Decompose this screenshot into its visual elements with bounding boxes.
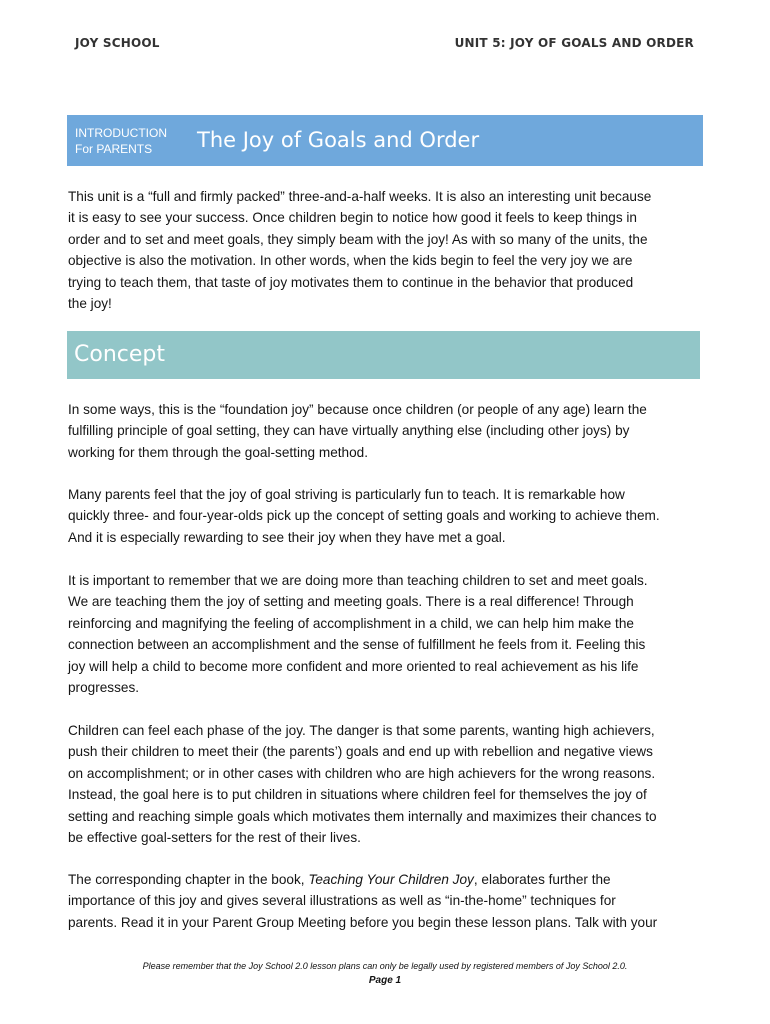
paragraph-line: importance of this joy and gives several illustrations as well as “in-the-home” techniques for	[68, 893, 616, 909]
header-unit-title: UNIT 5: JOY OF GOALS AND ORDER	[454, 36, 694, 50]
intro-line: it is easy to see your success. Once children begin to notice how good it feels to keep things in	[68, 210, 637, 226]
paragraph-line: It is important to remember that we are doing more than teaching children to set and meet goals.	[68, 573, 648, 588]
paragraph-line: on accomplishment; or in other cases with children who are high achievers for the wrong reasons.	[68, 765, 656, 781]
paragraph-line: connection between an accomplishment and the sense of fulfillment he feels from it. Feeling this	[68, 637, 646, 653]
paragraph-line: Many parents feel that the joy of goal striving is particularly fun to teach. It is remarkable how	[68, 487, 625, 502]
concept-title: Concept	[74, 342, 165, 367]
concept-paragraph-1	[68, 399, 708, 463]
paragraph-line: In some ways, this is the “foundation joy” because once children (or people of any age) learn the	[68, 402, 647, 417]
intro-label-line1: INTRODUCTION	[75, 126, 167, 140]
concept-paragraph-3	[68, 570, 708, 698]
paragraph-line: quickly three- and four-year-olds pick up the concept of setting goals and working to achieve them.	[68, 508, 660, 524]
intro-line: order and to set and meet goals, they simply beam with the joy! As with so many of the units, the	[68, 231, 648, 247]
paragraph-line: And it is especially rewarding to see their joy when they have met a goal.	[68, 529, 506, 545]
intro-banner	[67, 115, 703, 166]
paragraph-line: parents. Read it in your Parent Group Meeting before you begin these lesson plans. Talk with your	[68, 914, 658, 930]
concept-paragraph-2	[68, 484, 708, 548]
footer-legal-note: Please remember that the Joy School 2.0 lesson plans can only be legally used by registered members of Joy School 2.0.	[142, 961, 628, 971]
book-title: Teaching Your Children Joy	[308, 872, 474, 887]
concept-paragraph-5	[68, 869, 708, 933]
paragraph-line: setting and reaching simple goals which motivates them internally and maximizes their chances to	[68, 808, 657, 824]
text-after-book: , elaborates further the	[473, 872, 611, 887]
intro-label-line2: For PARENTS	[75, 142, 153, 156]
paragraph-line: fulfilling principle of goal setting, they can have virtually anything else (including other joys) by	[68, 423, 630, 439]
text-before-book: The corresponding chapter in the book,	[68, 872, 309, 887]
paragraph-line: joy will help a child to become more confident and more oriented to real achievement as his life	[68, 658, 639, 674]
intro-paragraph	[68, 186, 708, 314]
intro-line: This unit is a “full and firmly packed” three-and-a-half weeks. It is also an interesting unit because	[68, 189, 652, 204]
paragraph-line: progresses.	[68, 680, 140, 696]
paragraph-line: be effective goal-setters for the rest of their lives.	[68, 830, 361, 846]
intro-line: the joy!	[68, 296, 112, 312]
page-number: Page 1	[368, 975, 402, 986]
paragraph-line: We are teaching them the joy of setting and meeting goals. There is a real difference! Through	[68, 594, 634, 610]
intro-title: The Joy of Goals and Order	[197, 128, 480, 152]
header-school-name: JOY SCHOOL	[75, 36, 160, 50]
intro-label	[75, 125, 167, 157]
paragraph-line: reinforcing and magnifying the feeling of accomplishment in a child, we can help him make the	[68, 615, 634, 631]
concept-banner	[67, 331, 700, 379]
paragraph-line: push their children to meet their (the parents’) goals and end up with rebellion and negative views	[68, 744, 653, 760]
paragraph-line-with-book-title	[68, 869, 708, 890]
paragraph-line: working for them through the goal-setting method.	[68, 444, 368, 460]
concept-paragraph-4	[68, 720, 708, 848]
paragraph-line: Instead, the goal here is to put children in situations where children feel for themselves the joy of	[68, 787, 647, 803]
intro-line: objective is also the motivation. In other words, when the kids begin to feel the very joy we are	[68, 253, 633, 269]
paragraph-line: Children can feel each phase of the joy. The danger is that some parents, wanting high achievers,	[68, 723, 655, 738]
intro-line: trying to teach them, that taste of joy motivates them to continue in the behavior that produced	[68, 274, 634, 290]
